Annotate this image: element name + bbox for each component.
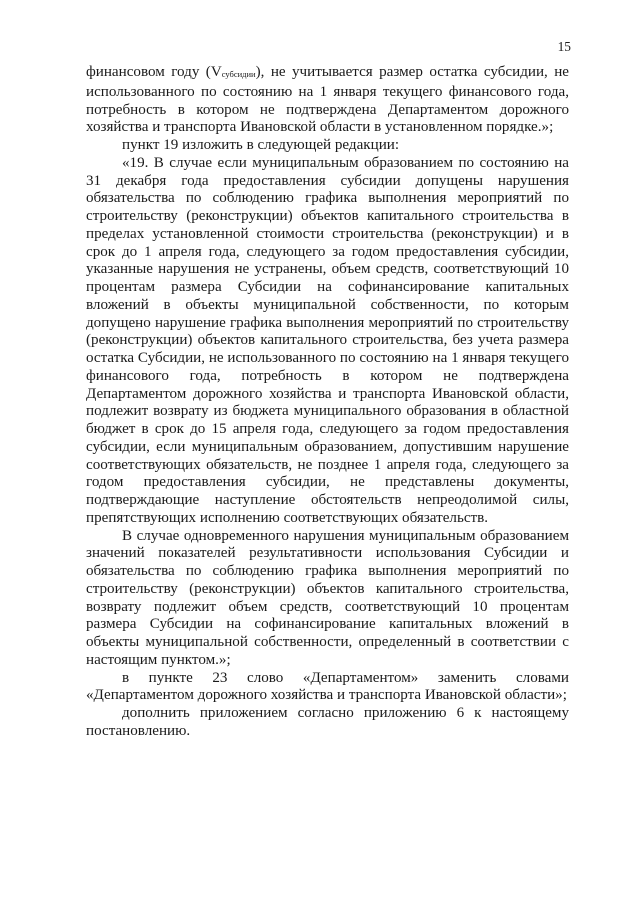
document-body: [86, 64, 569, 741]
paragraph-clause-19-text: «19. В случае если муниципальным образованием по состоянию на 31 декабря года предоставления субсидии допущены нарушения обязательства по соблюдению графика выполнения мероприятий по строительству (реконструкции) объектов капитального строительства в пределах установленной стоимости строительства (реконструкции) и в срок до 1 апреля года, следующего за годом предоставления субсидии, указанные нарушения не устранены, объем средств, соответствующий 10 процентам размера Субсидии на софинансирование капитальных вложений в объекты муниципальной собственности, по которым допущено нарушение графика выполнения мероприятий по строительству (реконструкции) объектов капитального строительства, без учета размера остатка Субсидии, не использованного по состоянию на 1 января текущего финансового года, потребность в котором не подтверждена Департаментом дорожного хозяйства и транспорта Ивановской области, подлежит возврату из бюджета муниципального образования в областной бюджет в срок до 15 апреля года, следующего за годом предоставления субсидии, если муниципальным образованием, допустившим нарушение соответствующих обязательств, не позднее 1 апреля года, следующего за годом предоставления субсидии, не представлены документы, подтверждающие наступление обстоятельств непреодолимой силы, препятствующих исполнению соответствующих обязательств.: [86, 154, 569, 526]
paragraph-continuation-text-b: ), не учитывается размер остатка субсидии, не использованного по состоянию на 1 января текущего финансового года, потребность в котором не подтверждена Департаментом дорожного хозяйства и транспорта Ивановской области в установленном порядке.»;: [86, 64, 569, 136]
paragraph-clause-23-amendment: в пункте 23 слово «Департаментом» заменить словами «Департаментом дорожного хозяйства и транспорта Ивановской области»;: [86, 669, 569, 704]
paragraph-simultaneous-violation: В случае одновременного нарушения муниципальным образованием значений показателей результативности использования Субсидии и обязательства по соблюдению графика выполнения мероприятий по строительству (реконструкции) объектов капитального строительства, возврату подлежит объем средств, соответствующий 10 процентам размера Субсидии на софинансирование капитальных вложений в объекты муниципальной собственности, определенный в соответствии с настоящим пунктом.»;: [86, 527, 569, 668]
paragraph-clause-19-heading: пункт 19 изложить в следующей редакции:: [122, 137, 400, 153]
paragraph-continuation: [86, 64, 569, 137]
page-number: 15: [557, 39, 571, 54]
subscript-subsidy: субсидии: [221, 69, 256, 79]
paragraph-appendix-addition: дополнить приложением согласно приложению 6 к настоящему постановлению.: [86, 705, 569, 739]
paragraph-continuation-text-a: финансовом году (V: [86, 64, 222, 80]
